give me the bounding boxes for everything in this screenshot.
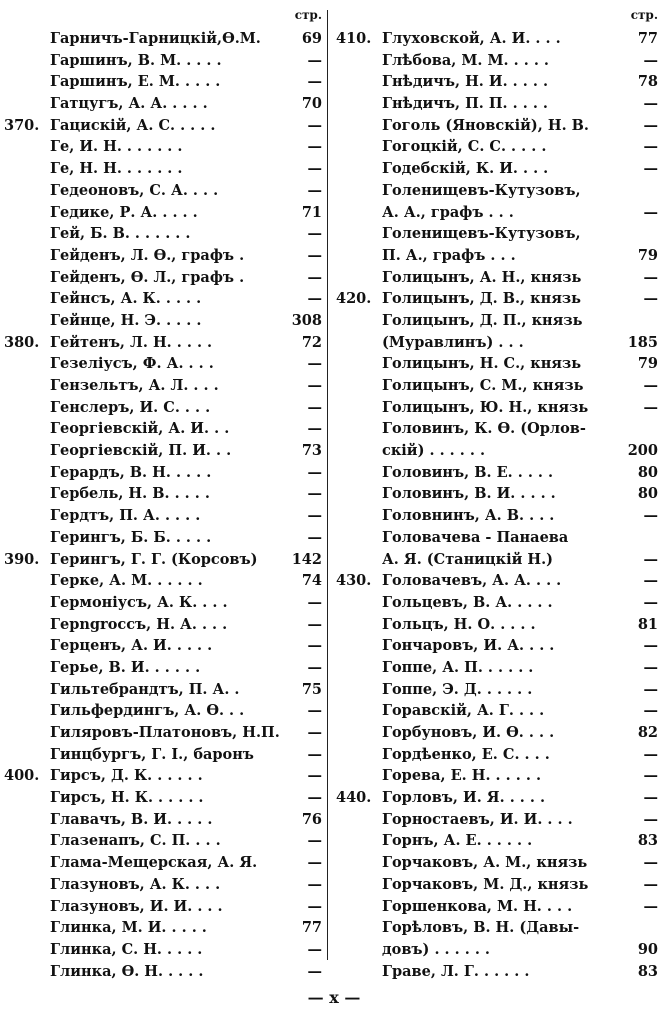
entry-name: скій) . . . . . . [382,442,486,460]
index-entry [336,223,658,245]
entry-page: 72 [301,333,322,351]
entry-number: 370. [4,116,40,134]
index-entry [336,397,658,419]
entry-name: Гейтенъ, Л. Н. . . . . [50,333,213,351]
entry-name: Гоппе, Э. Д. . . . . . [382,680,533,698]
entry-page: 73 [301,442,322,460]
entry-number: 430. [336,572,372,590]
index-entry [4,267,322,289]
index-entry [336,267,658,289]
index-entry [336,483,658,505]
entry-name: Граве, Л. Г. . . . . . [382,962,530,980]
index-entry [336,115,658,137]
entry-page: — [307,225,322,243]
entry-name: Гирсъ, Д. К. . . . . . [50,767,203,785]
entry-page: — [643,658,658,676]
entry-page: — [307,767,322,785]
entry-name: Голицынъ, Н. С., князь [382,355,582,373]
entry-page: — [643,572,658,590]
entry-name: Горѣловъ, В. Н. (Давы- [382,919,580,937]
index-entry [336,809,658,831]
index-entry [336,180,658,202]
entry-page: 70 [301,95,322,113]
entry-name: Голицынъ, Ю. Н., князь [382,398,589,416]
index-entry [336,28,658,50]
entry-name: Гейденъ, Л. Ѳ., графъ . [50,246,245,264]
index-entry [4,136,322,158]
entry-page: 79 [637,355,658,373]
entry-page: — [307,875,322,893]
entry-name: Горнъ, А. Е. . . . . . [382,832,533,850]
entry-number: 390. [4,550,40,568]
index-entry [4,180,322,202]
entry-name: Горбуновъ, И. Ѳ. . . . [382,724,555,741]
index-entry [336,353,658,375]
entry-name: Головинъ, К. Ѳ. (Орлов- [382,420,586,438]
index-entry [4,93,322,115]
entry-page: — [643,377,658,394]
right-page-header: стр. [630,8,658,22]
index-entry [4,158,322,180]
index-entry [4,830,322,852]
entry-name: Гейденъ, Ѳ. Л., графъ . [50,268,245,286]
index-entry [4,635,322,657]
entry-name: Герье, В. И. . . . . . [50,658,201,676]
entry-name: Глѣбова, М. М. . . . . [382,51,549,69]
index-entry [336,549,658,571]
entry-page: — [307,246,322,264]
entry-name: Головачевъ, А. А. . . . [382,572,562,590]
entry-page: — [307,51,322,69]
entry-page: 200 [627,442,658,460]
index-entry [4,700,322,722]
index-entry [4,657,322,679]
entry-name: Гедеоновъ, С. А. . . . [50,181,219,199]
index-entry [336,765,658,787]
entry-page: — [307,116,322,134]
index-entry [4,852,322,874]
left-page-header: стр. [294,8,322,22]
index-entry [4,505,322,527]
entry-page: — [307,138,322,156]
entry-page: — [307,73,322,91]
entry-name: Гердтъ, П. А. . . . . [50,507,201,525]
column-divider [327,10,328,960]
index-entry [336,961,658,983]
left-entries [4,28,322,982]
index-entry [336,570,658,592]
left-column [4,8,322,982]
entry-name: Гейнце, Н. Э. . . . . [50,311,202,329]
entry-name: Гезеліусъ, Ф. А. . . . [50,355,214,373]
index-entry [336,592,658,614]
entry-name: Глазенапъ, С. П. . . . [50,832,221,850]
entry-page: — [307,832,322,850]
entry-name: Гарничъ-Гарницкій,Ѳ.М. [50,30,261,47]
index-entry [4,115,322,137]
index-entry [336,744,658,766]
index-entry [336,917,658,939]
entry-page: — [643,854,658,872]
index-entry [4,397,322,419]
entry-name: Горчаковъ, А. М., князь [382,854,588,872]
entry-name: Гербель, Н. В. . . . . [50,485,210,503]
entry-name: Глазуновъ, И. И. . . . [50,897,223,915]
entry-page: — [643,897,658,915]
entry-name: А. А., графъ . . . [382,203,514,221]
entry-page: — [643,95,658,113]
entry-page: — [643,789,658,807]
entry-page: — [307,290,322,308]
entry-page: — [307,637,322,655]
entry-name: Глама-Мещерская, А. Я. [50,854,258,872]
entry-name: Голицынъ, С. М., князь [382,377,584,394]
index-entry [4,765,322,787]
entry-name: Гаршинъ, В. М. . . . . [50,51,222,69]
index-entry [336,202,658,224]
index-entry [4,961,322,983]
entry-page: 78 [637,73,658,91]
index-entry [4,917,322,939]
entry-page: — [643,637,658,655]
entry-page: — [643,875,658,893]
entry-page: 76 [301,810,322,828]
entry-page: — [307,160,322,178]
entry-page: — [643,160,658,178]
entry-page: — [643,593,658,611]
index-entry [4,896,322,918]
entry-page: — [643,268,658,286]
index-entry [4,809,322,831]
entry-page: 69 [301,30,322,47]
entry-name: Годебскій, К. И. . . . [382,160,549,178]
entry-name: А. Я. (Станицкій Н.) [382,550,554,568]
index-entry [4,202,322,224]
entry-name: Гольцевъ, В. А. . . . . [382,593,553,611]
entry-name: Георгіевскій, П. И. . . [50,442,232,460]
entry-page: — [643,702,658,720]
index-entry [336,679,658,701]
entry-name: Горева, Е. Н. . . . . . [382,767,541,785]
entry-name: Горчаковъ, М. Д., князь [382,875,589,893]
entry-name: Головинъ, В. И. . . . . [382,485,556,503]
index-entry [336,635,658,657]
page-footer: — x — [307,988,361,1007]
entry-page: — [307,897,322,915]
entry-name: Герценъ, А. И. . . . . [50,637,213,655]
entry-page: — [643,550,658,568]
entry-name: Горавскій, А. Г. . . . [382,702,545,720]
entry-name: Гаршинъ, Е. М. . . . . [50,73,221,91]
entry-name: Горловъ, И. Я. . . . . [382,789,546,807]
entry-page: — [307,355,322,373]
entry-page: 75 [301,680,322,698]
entry-name: Гинцбургъ, Г. І., баронъ [50,745,254,763]
entry-page: 308 [291,311,322,329]
index-entry [336,50,658,72]
entry-name: Глуховской, А. И. . . . [382,30,561,47]
entry-name: Гончаровъ, И. А. . . . [382,637,555,655]
entry-page: — [643,767,658,785]
entry-page: — [307,658,322,676]
index-entry [336,527,658,549]
index-entry [336,136,658,158]
index-entry [4,874,322,896]
entry-page: — [307,940,322,958]
entry-page: — [643,138,658,156]
entry-name: Гейнсъ, А. К. . . . . [50,290,202,308]
entry-page: — [307,398,322,416]
entry-name: Глинка, М. И. . . . . [50,919,207,937]
index-entry [4,679,322,701]
entry-page: — [307,507,322,525]
index-entry [336,896,658,918]
index-entry [336,245,658,267]
entry-name: Герардъ, В. Н. . . . . [50,463,212,481]
entry-page: — [643,398,658,416]
index-entry [336,614,658,636]
index-entry [4,332,322,354]
entry-name: Ге, Н. Н. . . . . . . [50,160,183,178]
entry-name: Георгіевскій, А. И. . . [50,420,230,438]
entry-page: 80 [637,485,658,503]
index-entry [336,375,658,397]
index-entry [4,440,322,462]
entry-name: Голенищевъ-Кутузовъ, [382,225,581,243]
index-entry [4,71,322,93]
entry-name: Герингъ, Б. Б. . . . . [50,528,212,546]
entry-page: 81 [637,615,658,633]
entry-name: Ге, И. Н. . . . . . . [50,138,183,156]
entry-page: — [307,593,322,611]
index-entry [4,527,322,549]
entry-name: довъ) . . . . . . [382,940,490,958]
entry-page: — [307,485,322,503]
index-entry [336,874,658,896]
entry-number: 440. [336,789,372,807]
entry-name: Гоппе, А. П. . . . . . [382,658,534,676]
entry-page: 77 [301,919,322,937]
entry-name: Гнѣдичъ, П. П. . . . . [382,95,548,113]
entry-name: Голицынъ, А. Н., князь [382,268,582,286]
entry-page: — [307,181,322,199]
entry-name: Генслеръ, И. С. . . . [50,398,211,416]
index-entry [4,549,322,571]
index-entry [4,939,322,961]
index-entry [4,353,322,375]
entry-name: Герингъ, Г. Г. (Корсовъ) [50,550,258,568]
entry-name: Гнѣдичъ, Н. И. . . . . [382,73,548,91]
entry-name: Глинка, С. Н. . . . . [50,940,203,958]
index-entry [336,939,658,961]
entry-name: Герngrоссъ, Н. А. . . . [50,615,228,633]
index-entry [336,418,658,440]
entry-name: Глинка, Ѳ. Н. . . . . [50,962,204,980]
entry-name: Гильфердингъ, А. Ѳ. . . [50,702,245,720]
entry-page: 82 [637,724,658,741]
entry-name: П. А., графъ . . . [382,246,516,264]
entry-page: — [307,745,322,763]
entry-name: Гольцъ, Н. О. . . . . [382,615,536,633]
entry-name: Глазуновъ, А. К. . . . [50,875,221,893]
entry-page: — [307,420,322,438]
entry-name: Головинъ, В. Е. . . . . [382,463,554,481]
index-entry [4,418,322,440]
entry-number: 410. [336,30,372,47]
entry-name: Гильтебрандтъ, П. А. . [50,680,240,698]
entry-page: — [307,702,322,720]
entry-page: — [307,268,322,286]
entry-name: Гирсъ, Н. К. . . . . . [50,789,204,807]
index-entry [4,722,322,744]
index-entry [336,332,658,354]
index-entry [4,483,322,505]
entry-page: — [643,290,658,308]
entry-name: Гермоніусъ, А. К. . . . [50,593,228,611]
index-entry [4,245,322,267]
entry-name: Гензельтъ, А. Л. . . . [50,377,219,394]
entry-page: — [643,51,658,69]
entry-page: 71 [301,203,322,221]
index-entry [336,288,658,310]
entry-name: Главачъ, В. И. . . . . [50,810,213,828]
entry-page: — [307,463,322,481]
entry-name: Гоголь (Яновскій), Н. В. [382,116,589,134]
entry-page: 83 [637,962,658,980]
entry-page: 185 [627,333,658,351]
index-entry [336,310,658,332]
entry-page: 142 [291,550,322,568]
index-entry [336,71,658,93]
entry-page: 80 [637,463,658,481]
entry-name: Головнинъ, А. В. . . . [382,507,555,525]
entry-page: — [643,116,658,134]
entry-number: 400. [4,767,40,785]
entry-name: Гиляровъ-Платоновъ, Н.П. [50,724,280,741]
entry-name: (Муравлинъ) . . . [382,333,524,351]
index-entry [336,93,658,115]
entry-name: Гедике, Р. А. . . . . [50,203,198,221]
entry-page: 79 [637,246,658,264]
index-entry [336,462,658,484]
entry-page: — [307,615,322,633]
index-entry [4,614,322,636]
index-entry [336,787,658,809]
entry-page: — [307,724,322,741]
index-entry [4,50,322,72]
entry-page: 77 [637,30,658,47]
entry-name: Гей, Б. В. . . . . . . [50,225,191,243]
index-entry [336,700,658,722]
entry-name: Герке, А. М. . . . . . [50,572,203,590]
entry-name: Горностаевъ, И. И. . . . [382,810,573,828]
index-entry [4,570,322,592]
index-entry [336,505,658,527]
entry-name: Гацискій, А. С. . . . . [50,116,216,134]
entry-page: 90 [637,940,658,958]
index-entry [4,288,322,310]
entry-page: — [307,528,322,546]
entry-name: Голицынъ, Д. В., князь [382,290,582,308]
entry-page: — [307,854,322,872]
right-entries [336,28,658,982]
index-entry [4,744,322,766]
index-entry [336,722,658,744]
entry-page: 83 [637,832,658,850]
entry-name: Голицынъ, Д. П., князь [382,311,583,329]
index-entry [336,852,658,874]
entry-page: — [307,377,322,394]
index-entry [4,787,322,809]
entry-name: Гогоцкій, С. С. . . . . [382,138,547,156]
entry-page: — [307,962,322,980]
entry-name: Головачева - Панаева [382,528,569,546]
entry-name: Горшенкова, М. Н. . . . [382,897,573,915]
index-entry [336,830,658,852]
entry-page: — [643,745,658,763]
index-entry [336,158,658,180]
entry-number: 420. [336,290,372,308]
index-entry [4,310,322,332]
entry-page: — [643,507,658,525]
index-entry [4,592,322,614]
index-entry [4,223,322,245]
index-entry [4,462,322,484]
entry-page: — [643,810,658,828]
index-entry [4,375,322,397]
entry-page: — [643,203,658,221]
right-column [336,8,658,982]
index-entry [336,657,658,679]
entry-name: Голенищевъ-Кутузовъ, [382,181,581,199]
entry-number: 380. [4,333,40,351]
entry-page: 74 [301,572,322,590]
entry-name: Гатцугъ, А. А. . . . . [50,95,208,113]
index-entry [336,440,658,462]
entry-page: — [307,789,322,807]
entry-page: — [643,680,658,698]
index-entry [4,28,322,50]
entry-name: Гордѣенко, Е. С. . . . [382,745,550,763]
